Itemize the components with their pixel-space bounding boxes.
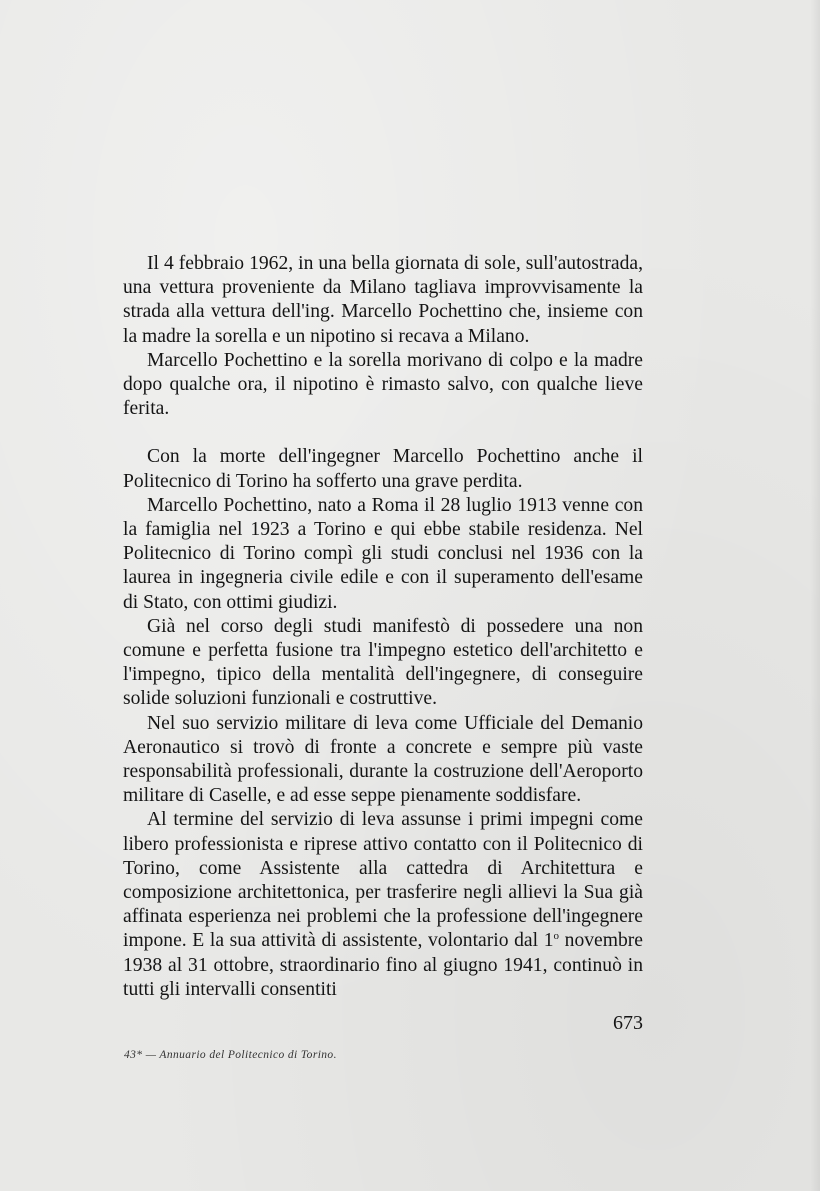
- paragraph-career: [123, 808, 643, 1002]
- paragraph-studies: Già nel corso degli studi manifestò di possedere una non comune e perfetta fusione tra l'impegno estetico dell'architetto e l'impegno, tipico della mentalità dell'ingegnere, di conseguire solide soluzioni funzionali e costruttive.: [123, 615, 643, 710]
- ordinal-superscript: o: [553, 930, 560, 943]
- paragraph-career-text-end: novembre 1938 al 31 ottobre, straordinario fino al giugno 1941, continuò in tutti gli intervalli consentiti: [123, 930, 643, 1000]
- paragraph-victims: Marcello Pochettino e la sorella morivano di colpo e la madre dopo qualche ora, il nipotino è rimasto salvo, con qualche lieve ferita.: [123, 349, 643, 420]
- paragraph-loss: Con la morte dell'ingegner Marcello Pochettino anche il Politecnico di Torino ha sofferto una grave perdita.: [123, 446, 643, 492]
- page-edge-shadow: [810, 0, 820, 1191]
- paragraph-biography: Marcello Pochettino, nato a Roma il 28 luglio 1913 venne con la famiglia nel 1923 a Torino e qui ebbe stabile residenza. Nel Politecnico di Torino compì gli studi conclusi nel 1936 con la laurea in ingegneria civile edile e con il superamento dell'esame di Stato, con ottimi giudizi.: [123, 494, 643, 613]
- paragraph-career-text-start: Al termine del servizio di leva assunse i primi impegni come libero professionista e riprese attivo contatto con il Politecnico di Torino, come Assistente alla cattedra di Architettura e composizione architettonica, per trasferire negli allievi la Sua già affinata esperienza nei problemi che la professione dell'ingegnere impone. E la sua attività di assistente, volontario dal 1: [123, 809, 643, 952]
- body-text: [123, 252, 643, 1002]
- paragraph-accident: Il 4 febbraio 1962, in una bella giornata di sole, sull'autostrada, una vettura proveniente da Milano tagliava improvvisamente la strada alla vettura dell'ing. Marcello Pochettino che, insieme con la madre la sorella e un nipotino si recava a Milano.: [123, 253, 643, 347]
- page-number: 673: [613, 1012, 643, 1034]
- paragraph-military-service: Nel suo servizio militare di leva come Ufficiale del Demanio Aeronautico si trovò di fronte a concrete e sempre più vaste responsabilità professionali, durante la costruzione dell'Aeroporto militare di Caselle, e ad esse seppe pienamente soddisfare.: [123, 712, 643, 807]
- footer-citation: 43* — Annuario del Politecnico di Torino.: [124, 1049, 337, 1061]
